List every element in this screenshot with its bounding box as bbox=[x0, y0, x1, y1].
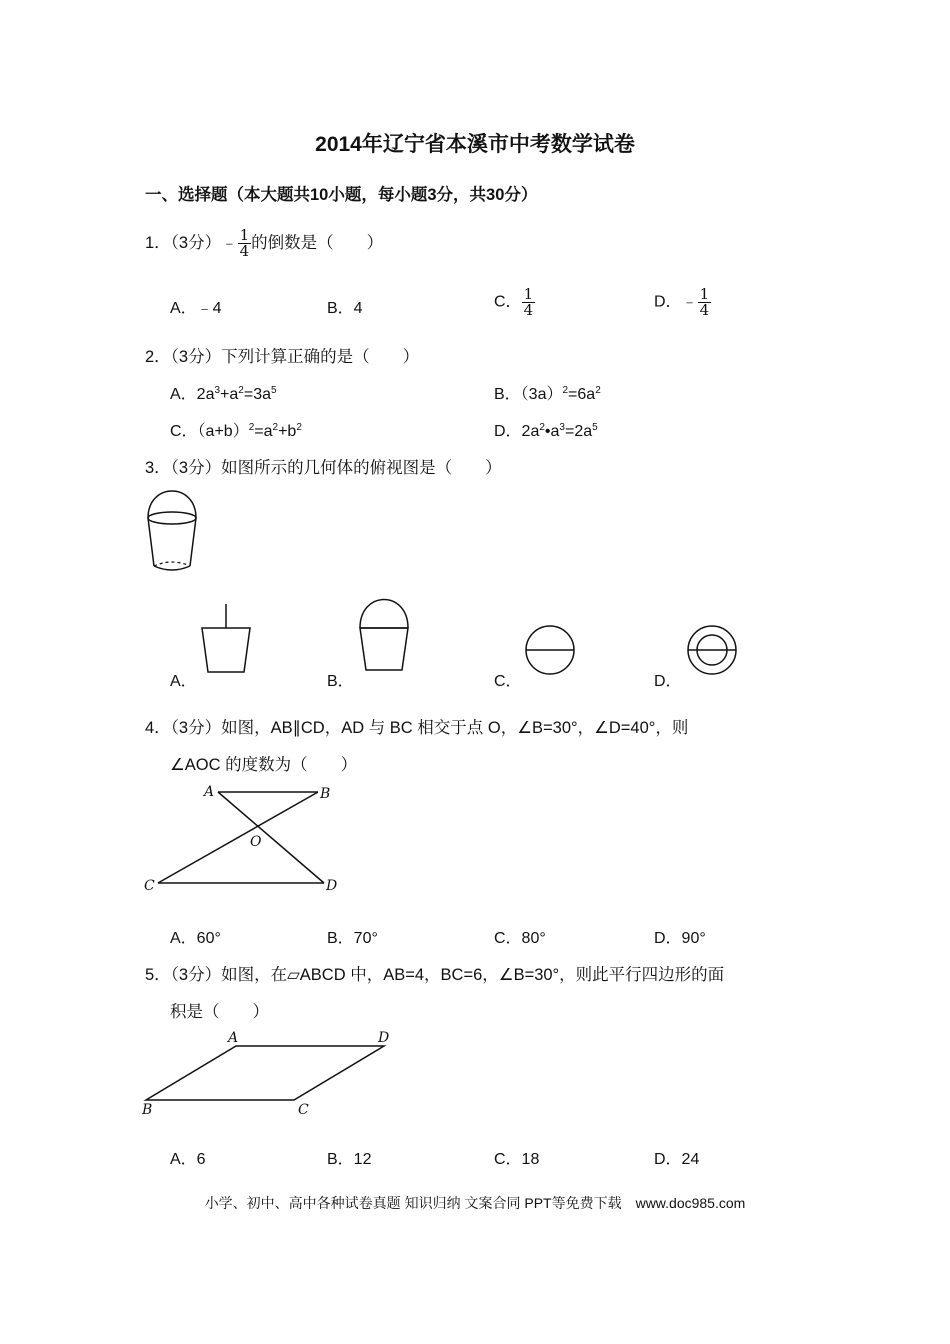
q1-option-d[interactable] bbox=[654, 287, 711, 318]
q4-label-o: O bbox=[250, 834, 262, 850]
q5-option-b[interactable]: B．12 bbox=[327, 1151, 372, 1168]
q1-option-c-fraction bbox=[522, 287, 536, 318]
page-footer: 小学、初中、高中各种试卷真题 知识归纳 文案合同 PPT等免费下载 www.doc985.com bbox=[204, 1195, 746, 1211]
q3-option-d-figure bbox=[684, 622, 740, 678]
q2-option-b[interactable]: B．$(3a)^2=6a^2$ bbox=[494, 385, 601, 403]
q1-option-a[interactable]: A．﹣4 bbox=[170, 300, 222, 317]
q1-option-d-fraction bbox=[698, 287, 712, 318]
q5-option-c[interactable]: C．18 bbox=[494, 1151, 540, 1168]
q3-option-b[interactable]: B． bbox=[327, 673, 354, 690]
q5-label-d: D bbox=[378, 1030, 390, 1046]
question-2-stem: 2．（3分）下列计算正确的是（ ） bbox=[145, 348, 420, 366]
q5-label-c: C bbox=[298, 1102, 309, 1118]
q1-option-d-den: 4 bbox=[699, 301, 710, 319]
q4-label-b: B bbox=[320, 786, 331, 802]
q3-bucket-figure bbox=[140, 486, 204, 578]
q5-option-d[interactable]: D．24 bbox=[654, 1151, 700, 1168]
q3-option-b-figure bbox=[354, 596, 414, 676]
q1-option-b[interactable]: B．4 bbox=[327, 300, 363, 317]
q4-option-b[interactable]: B．70° bbox=[327, 930, 378, 947]
q1-option-c-label: C． bbox=[494, 293, 522, 311]
q5-option-a[interactable]: A．6 bbox=[170, 1151, 206, 1168]
page-title: 2014年辽宁省本溪市中考数学试卷 bbox=[315, 133, 635, 156]
q2-option-a[interactable]: A．$2a^3+a^2=3a^5$ bbox=[170, 385, 277, 403]
q3-option-a-figure bbox=[196, 600, 256, 676]
question-5-line-1: 5．（3分）如图，在▱ABCD 中，AB=4，BC=6，∠B=30°，则此平行四边形的面 bbox=[145, 966, 725, 984]
q1-option-d-label: D．﹣ bbox=[654, 293, 698, 311]
q1-fraction bbox=[238, 228, 252, 259]
q2-option-c[interactable]: C．$(a+b)^2=a^2+b^2$ bbox=[170, 422, 302, 440]
q4-option-a[interactable]: A．60° bbox=[170, 930, 221, 947]
question-3-stem: 3．（3分）如图所示的几何体的俯视图是（ ） bbox=[145, 459, 502, 477]
q5-label-a: A bbox=[228, 1030, 239, 1046]
q3-option-c-figure bbox=[522, 622, 578, 678]
q1-option-c[interactable] bbox=[494, 287, 535, 318]
q4-label-c: C bbox=[144, 878, 155, 894]
question-4-line-1: 4．（3分）如图，AB∥CD，AD 与 BC 相交于点 O，∠B=30°，∠D=40°，则 bbox=[145, 719, 689, 737]
q2-option-d[interactable]: D．$2a^2•a^3=2a^5$ bbox=[494, 422, 598, 440]
q1-option-d-num: 1 bbox=[699, 285, 710, 303]
section-heading: 一、选择题（本大题共10小题，每小题3分，共30分） bbox=[145, 186, 538, 204]
question-5-line-2: 积是（ ） bbox=[170, 1003, 269, 1021]
q1-frac-den: 4 bbox=[239, 242, 250, 260]
q1-suffix: 的倒数是（ ） bbox=[251, 233, 384, 252]
q3-option-d[interactable]: D． bbox=[654, 673, 682, 690]
q3-option-a[interactable]: A． bbox=[170, 673, 197, 690]
q1-option-c-num: 1 bbox=[523, 285, 534, 303]
q4-label-d: D bbox=[326, 878, 338, 894]
question-1-stem bbox=[145, 228, 383, 259]
q5-label-b: B bbox=[142, 1102, 153, 1118]
q1-frac-num: 1 bbox=[239, 226, 250, 244]
q1-prefix: 1．（3分）﹣ bbox=[145, 233, 238, 252]
q5-figure bbox=[140, 1024, 400, 1119]
question-4-line-2: ∠AOC 的度数为（ ） bbox=[170, 756, 358, 774]
q1-option-c-den: 4 bbox=[523, 301, 534, 319]
q3-option-c[interactable]: C． bbox=[494, 673, 522, 690]
q4-option-d[interactable]: D．90° bbox=[654, 930, 706, 947]
q4-figure bbox=[140, 780, 350, 895]
q4-label-a: A bbox=[204, 784, 215, 800]
q4-option-c[interactable]: C．80° bbox=[494, 930, 546, 947]
